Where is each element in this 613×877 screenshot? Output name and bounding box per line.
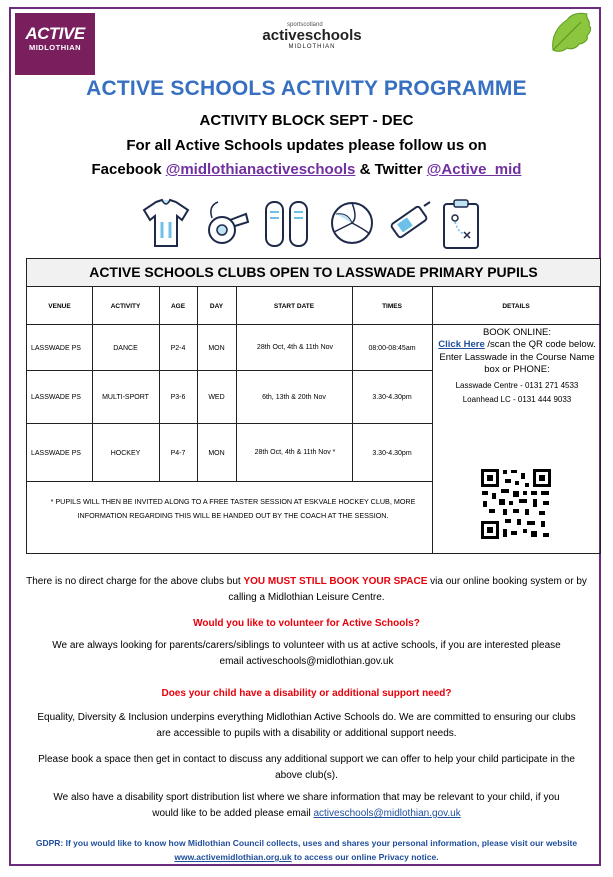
grid-line — [197, 287, 198, 481]
col-times: TIMES — [382, 302, 402, 310]
table-row-3-start: 28th Oct, 4th & 11th Nov * — [254, 449, 336, 456]
gdpr-notice: GDPR: If you would like to know how Midlothian Council collects, uses and shares your personal information, please visit our website www.activemidlothian.org.uk to access our online Privacy notice. — [35, 838, 578, 862]
grid-line — [27, 370, 432, 371]
table-row-3-venue: LASSWADE PS — [31, 449, 81, 457]
table-row-3-activity: HOCKEY — [110, 449, 141, 457]
table-row-1-venue: LASSWADE PS — [31, 344, 81, 352]
table-row-2-age: P3-6 — [170, 394, 186, 401]
follow-line: For all Active Schools updates please follow us on — [126, 137, 487, 154]
table-row-2-venue: LASSWADE PS — [31, 394, 81, 401]
col-age: AGE — [170, 302, 186, 310]
grid-line — [27, 423, 432, 424]
volunteer-text: We are always looking for parents/carers/siblings to volunteer with us at active schools, if you are interested please email activeschools@midlothian.gov.uk — [52, 640, 561, 667]
disability-heading: Does your child have a disability or additional support need? — [161, 688, 452, 699]
book-support-text: Please book a space then get in contact to discuss any additional support we can offer to help your child participate in the above club(s). — [38, 754, 575, 781]
email-link[interactable]: activeschools@midlothian.gov.uk — [313, 808, 461, 819]
table-row-2-start: 6th, 13th & 20th Nov — [262, 394, 326, 401]
table-row-3-day: MON — [208, 449, 225, 457]
active-midlothian-logo: ACTIVE MIDLOTHIAN — [15, 13, 95, 75]
col-details: DETAILS — [502, 302, 530, 310]
social-line: Facebook @midlothianactiveschools & Twitter @Active_mid — [91, 161, 522, 178]
table-row-1-activity: DANCE — [113, 344, 138, 352]
water-bottle-icon — [384, 198, 434, 248]
oak-leaf-icon — [545, 10, 597, 56]
table-row-2-day: WED — [208, 394, 225, 401]
trainers-icon — [262, 198, 312, 250]
booking-details: BOOK ONLINE: Click Here /scan the QR code below. Enter Lasswade in the Course Name box or PHONE: Lasswade Centre - 0131 271 4533 Loanhead LC - 0131 444 9033 — [438, 327, 596, 404]
page-title: ACTIVE SCHOOLS ACTIVITY PROGRAMME — [86, 77, 527, 100]
col-start-date: START DATE — [273, 302, 315, 310]
table-title: ACTIVE SCHOOLS CLUBS OPEN TO LASSWADE PRIMARY PUPILS — [27, 259, 600, 287]
grid-line — [159, 287, 160, 481]
active-schools-logo: sportscotland activeschools MIDLOTHIAN — [262, 22, 362, 50]
activity-block-label: ACTIVITY BLOCK SEPT - DEC — [199, 112, 414, 129]
charge-paragraph: There is no direct charge for the above clubs but YOU MUST STILL BOOK YOUR SPACE via our online booking system or by calling a Midlothian Leisure Centre. — [26, 576, 587, 603]
table-row-2-times: 3.30-4.30pm — [372, 394, 412, 401]
col-venue: VENUE — [48, 302, 71, 310]
football-shirt-icon — [142, 198, 190, 248]
col-day: DAY — [209, 302, 224, 310]
distribution-list-text: We also have a disability sport distribution list where we share information that may be relevant to your child, if you would like to be added please email activeschools@midlothian.gov.uk — [53, 792, 560, 819]
grid-line — [352, 287, 353, 481]
website-link[interactable]: www.activemidlothian.org.uk — [174, 852, 292, 862]
twitter-link[interactable]: @Active_mid — [426, 161, 522, 178]
grid-line — [92, 287, 93, 481]
footnote: * PUPILS WILL THEN BE INVITED ALONG TO A FREE TASTER SESSION AT ESKVALE HOCKEY CLUB, MORE INFORMATION REGARDING THIS WILL BE HANDED OUT BY THE COACH AT THE SESSION. — [50, 497, 416, 520]
table-row-1-times: 08:00-08:45am — [368, 344, 416, 352]
table-row-1-age: P2-4 — [170, 344, 186, 352]
table-row-1-day: MON — [208, 344, 225, 352]
table-row-3-age: P4-7 — [170, 449, 186, 457]
whistle-icon — [202, 198, 250, 248]
grid-line — [27, 481, 432, 482]
volunteer-heading: Would you like to volunteer for Active Schools? — [193, 618, 420, 629]
sport-icons-row — [140, 198, 480, 252]
table-row-2-activity: MULTI-SPORT — [102, 394, 149, 401]
facebook-link[interactable]: @midlothianactiveschools — [165, 161, 356, 178]
grid-line — [236, 287, 237, 481]
click-here-link[interactable]: Click Here — [438, 339, 485, 350]
tactics-board-icon — [440, 198, 484, 250]
volleyball-icon — [328, 198, 376, 248]
table-row-1-start: 28th Oct, 4th & 11th Nov — [256, 344, 334, 351]
edi-text: Equality, Diversity & Inclusion underpins everything Midlothian Active Schools do. We are committed to ensuring our clubs are accessible to pupils with a disability or additional support needs. — [37, 712, 576, 739]
grid-line — [27, 324, 600, 325]
col-activity: ACTIVITY — [110, 302, 141, 310]
table-row-3-times: 3.30-4.30pm — [372, 449, 412, 457]
qr-code[interactable] — [479, 467, 553, 541]
clubs-table — [26, 258, 601, 554]
